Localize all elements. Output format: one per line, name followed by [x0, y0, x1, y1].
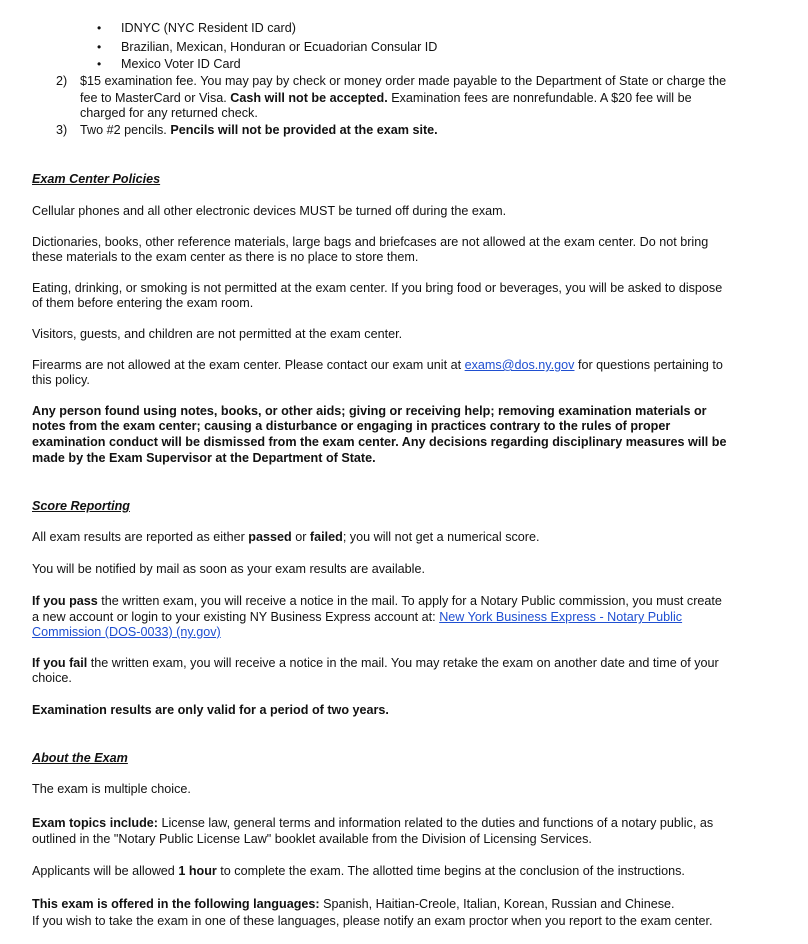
- bullet-icon: •: [97, 21, 102, 35]
- policy-conduct-line: examination conduct will be dismissed from the exam center. Any decisions regarding disciplinary measures will be: [32, 435, 727, 449]
- about-languages-line: If you wish to take the exam in one of these languages, please notify an exam proctor when you report to the exam center.: [32, 914, 713, 928]
- score-pass-line: a new account or login to your existing NY Business Express account at: New York Business Express - Notary Public: [32, 610, 683, 624]
- about-languages-line: This exam is offered in the following languages: Spanish, Haitian-Creole, Italian, Korean, Russian and Chinese.: [32, 897, 675, 911]
- policy-conduct-line: notes from the exam center; causing a disturbance or engaging in practices contrary to the rules of proper: [32, 419, 671, 433]
- score-pass-line: If you pass the written exam, you will receive a notice in the mail. To apply for a Notary Public commission, you must create: [32, 594, 722, 608]
- score-notified: You will be notified by mail as soon as your exam results are available.: [32, 562, 425, 576]
- about-format: The exam is multiple choice.: [32, 782, 191, 796]
- score-validity: Examination results are only valid for a period of two years.: [32, 703, 389, 717]
- policy-firearms-line: Firearms are not allowed at the exam center. Please contact our exam unit at exams@dos.ny.gov for questions pertaining to: [32, 358, 723, 372]
- policy-materials-line: Dictionaries, books, other reference materials, large bags and briefcases are not allowed at the exam center. Do not bring: [32, 235, 709, 249]
- policy-conduct-line: Any person found using notes, books, or other aids; giving or receiving help; removing examination materials or: [32, 404, 707, 418]
- policy-firearms-line: this policy.: [32, 373, 90, 387]
- policy-food-line: Eating, drinking, or smoking is not permitted at the exam center. If you bring food or beverages, you will be asked to dispose: [32, 281, 723, 295]
- section-heading-policies: Exam Center Policies: [32, 172, 161, 186]
- bullet-icon: •: [97, 40, 102, 54]
- score-results: All exam results are reported as either passed or failed; you will not get a numerical score.: [32, 530, 540, 544]
- about-topics-line: outlined in the "Notary Public License Law" booklet available from the Division of Licensing Services.: [32, 832, 592, 846]
- pencils-line: Two #2 pencils. Pencils will not be provided at the exam site.: [80, 123, 438, 137]
- fee-line: fee to MasterCard or Visa. Cash will not be accepted. Examination fees are nonrefundable. A $20 fee will be: [80, 91, 692, 105]
- list-number: 2): [56, 74, 68, 88]
- policy-conduct-line: made by the Exam Supervisor at the Department of State.: [32, 451, 376, 465]
- about-topics-line: Exam topics include: License law, general terms and information related to the duties and functions of a notary public, as: [32, 816, 714, 830]
- list-item: IDNYC (NYC Resident ID card): [121, 21, 296, 35]
- fee-line: charged for any returned check.: [80, 106, 258, 120]
- list-item: Brazilian, Mexican, Honduran or Ecuadorian Consular ID: [121, 40, 438, 54]
- policy-phones: Cellular phones and all other electronic devices MUST be turned off during the exam.: [32, 204, 507, 218]
- exam-email-link[interactable]: exams@dos.ny.gov: [464, 358, 575, 372]
- bullet-icon: •: [97, 57, 102, 71]
- section-heading-score: Score Reporting: [32, 499, 130, 513]
- policy-food-line: of them before entering the exam room.: [32, 296, 254, 310]
- policy-materials-line: these materials to the exam center as there is no place to store them.: [32, 250, 419, 264]
- section-heading-about: About the Exam: [32, 751, 128, 765]
- policy-visitors: Visitors, guests, and children are not permitted at the exam center.: [32, 327, 403, 341]
- score-fail-line: choice.: [32, 671, 72, 685]
- list-item: Mexico Voter ID Card: [121, 57, 241, 71]
- business-express-link-cont[interactable]: Commission (DOS-0033) (ny.gov): [32, 625, 221, 639]
- list-number: 3): [56, 123, 68, 137]
- business-express-link[interactable]: New York Business Express - Notary Public: [439, 610, 683, 624]
- score-pass-line: [32, 625, 221, 640]
- about-time: Applicants will be allowed 1 hour to complete the exam. The allotted time begins at the conclusion of the instructions.: [32, 864, 685, 878]
- score-fail-line: If you fail the written exam, you will receive a notice in the mail. You may retake the exam on another date and time of your: [32, 656, 719, 670]
- fee-line: $15 examination fee. You may pay by check or money order made payable to the Department of State or charge the: [80, 74, 727, 88]
